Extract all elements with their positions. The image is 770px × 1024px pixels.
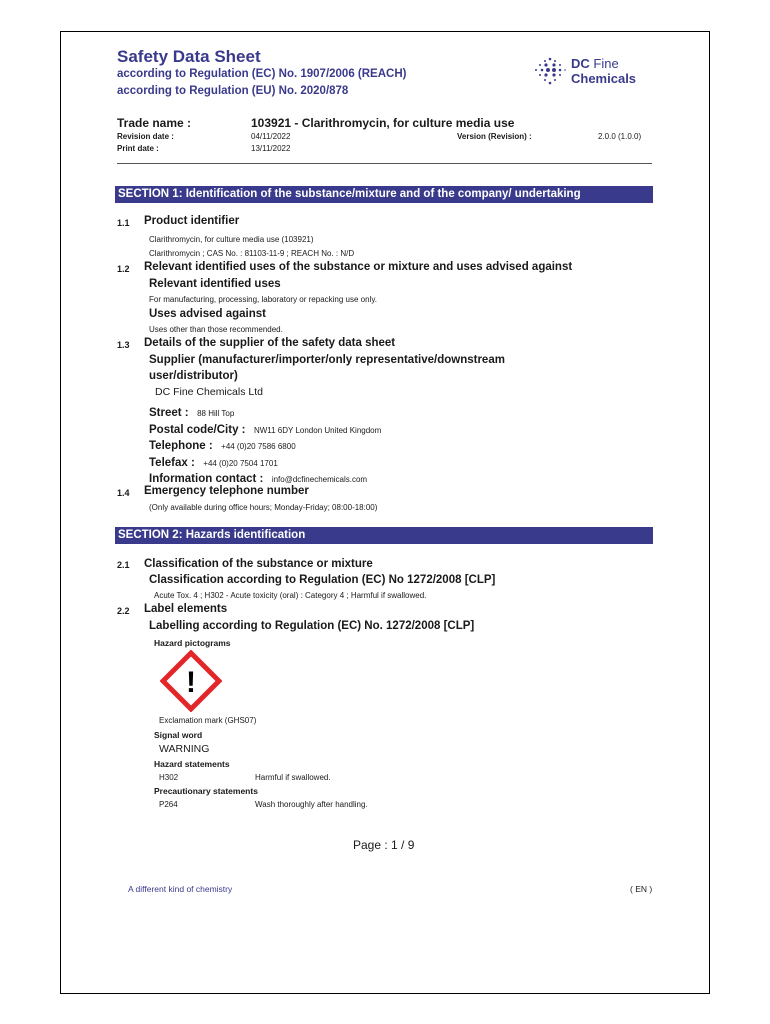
section-1-4-number: 1.4 bbox=[117, 488, 130, 498]
telefax-label: Telefax : bbox=[149, 457, 195, 469]
logo-text-top: DC Fine bbox=[571, 56, 619, 71]
document-title: Safety Data Sheet bbox=[117, 47, 261, 66]
telefax-value: +44 (0)20 7504 1701 bbox=[203, 459, 278, 468]
header-divider bbox=[117, 163, 652, 164]
hazard-code: H302 bbox=[159, 773, 179, 782]
regulation-line-1: according to Regulation (EC) No. 1907/2006 (REACH) bbox=[117, 68, 407, 80]
section-1-2-number: 1.2 bbox=[117, 264, 130, 274]
print-date-label: Print date : bbox=[117, 144, 159, 153]
hazard-pictograms-label: Hazard pictograms bbox=[154, 638, 231, 648]
identified-uses-text: For manufacturing, processing, laboratory or repacking use only. bbox=[149, 295, 377, 304]
street-row bbox=[149, 403, 234, 421]
revision-date-value: 04/11/2022 bbox=[251, 132, 291, 141]
info-contact-label: Information contact : bbox=[149, 473, 264, 485]
pictogram-symbol: ! bbox=[186, 666, 196, 699]
footer-tagline: A different kind of chemistry bbox=[128, 884, 233, 894]
street-value: 88 Hill Top bbox=[197, 409, 235, 418]
street-label: Street : bbox=[149, 407, 189, 419]
labelling-subheading: Labelling according to Regulation (EC) No. 1272/2008 [CLP] bbox=[149, 620, 475, 632]
supplier-subheading-line-2: user/distributor) bbox=[149, 370, 238, 382]
supplier-details-heading: Details of the supplier of the safety data sheet bbox=[144, 337, 396, 349]
product-identifier-heading: Product identifier bbox=[144, 215, 240, 227]
classification-subheading: Classification according to Regulation (EC) No 1272/2008 [CLP] bbox=[149, 574, 496, 586]
section-1-3-number: 1.3 bbox=[117, 340, 130, 350]
emergency-phone-text: (Only available during office hours; Monday-Friday; 08:00-18:00) bbox=[149, 503, 378, 512]
trade-name-label: Trade name : bbox=[117, 116, 192, 130]
trade-name-value: 103921 - Clarithromycin, for culture media use bbox=[251, 116, 515, 130]
postal-label: Postal code/City : bbox=[149, 424, 246, 436]
relevant-uses-heading: Relevant identified uses of the substance or mixture and uses advised against bbox=[144, 261, 573, 273]
classification-text: Acute Tox. 4 ; H302 - Acute toxicity (oral) : Category 4 ; Harmful if swallowed. bbox=[154, 591, 427, 600]
telephone-label: Telephone : bbox=[149, 440, 213, 452]
telephone-row bbox=[149, 436, 296, 454]
info-contact-email[interactable]: info@dcfinechemicals.com bbox=[271, 475, 368, 484]
identified-uses-subheading: Relevant identified uses bbox=[149, 278, 281, 290]
label-elements-heading: Label elements bbox=[144, 603, 228, 615]
precaution-code: P264 bbox=[159, 800, 178, 809]
signal-word-value: WARNING bbox=[159, 743, 210, 755]
section-2-1-number: 2.1 bbox=[117, 560, 130, 570]
section-2-header: SECTION 2: Hazards identification bbox=[115, 527, 653, 544]
hazard-text: Harmful if swallowed. bbox=[255, 773, 331, 782]
uses-advised-against-text: Uses other than those recommended. bbox=[149, 325, 283, 334]
version-label: Version (Revision) : bbox=[457, 132, 532, 141]
section-1-1-number: 1.1 bbox=[117, 218, 130, 228]
version-value: 2.0.0 (1.0.0) bbox=[598, 132, 642, 141]
exclamation-mark-pictogram-icon bbox=[160, 650, 222, 712]
section-2-2-number: 2.2 bbox=[117, 606, 130, 616]
postal-value: NW11 6DY London United Kingdom bbox=[253, 426, 382, 435]
precaution-text: Wash thoroughly after handling. bbox=[255, 800, 368, 809]
page-number: Page : 1 / 9 bbox=[353, 838, 415, 852]
signal-word-label: Signal word bbox=[154, 730, 203, 740]
telephone-value: +44 (0)20 7586 6800 bbox=[221, 442, 296, 451]
revision-date-label: Revision date : bbox=[117, 132, 174, 141]
supplier-subheading-line-1: Supplier (manufacturer/importer/only representative/downstream bbox=[149, 354, 505, 366]
product-identifier-line-2: Clarithromycin ; CAS No. : 81103-11-9 ; REACH No. : N/D bbox=[149, 249, 355, 258]
logo-dots-icon bbox=[533, 56, 567, 86]
footer-language: ( EN ) bbox=[630, 884, 653, 894]
company-logo bbox=[533, 56, 643, 90]
section-1-header: SECTION 1: Identification of the substance/mixture and of the company/ undertaking bbox=[115, 186, 653, 203]
logo-text-bottom: Chemicals bbox=[571, 71, 637, 86]
emergency-phone-heading: Emergency telephone number bbox=[144, 485, 309, 497]
hazard-statements-label: Hazard statements bbox=[154, 759, 230, 769]
classification-heading: Classification of the substance or mixture bbox=[144, 558, 373, 570]
regulation-line-2: according to Regulation (EU) No. 2020/878 bbox=[117, 85, 349, 97]
print-date-value: 13/11/2022 bbox=[251, 144, 291, 153]
precautionary-statements-label: Precautionary statements bbox=[154, 786, 258, 796]
product-identifier-line-1: Clarithromycin, for culture media use (103921) bbox=[149, 235, 314, 244]
pictogram-caption: Exclamation mark (GHS07) bbox=[159, 716, 257, 725]
uses-advised-against-subheading: Uses advised against bbox=[149, 308, 266, 320]
company-name: DC Fine Chemicals Ltd bbox=[155, 386, 263, 398]
